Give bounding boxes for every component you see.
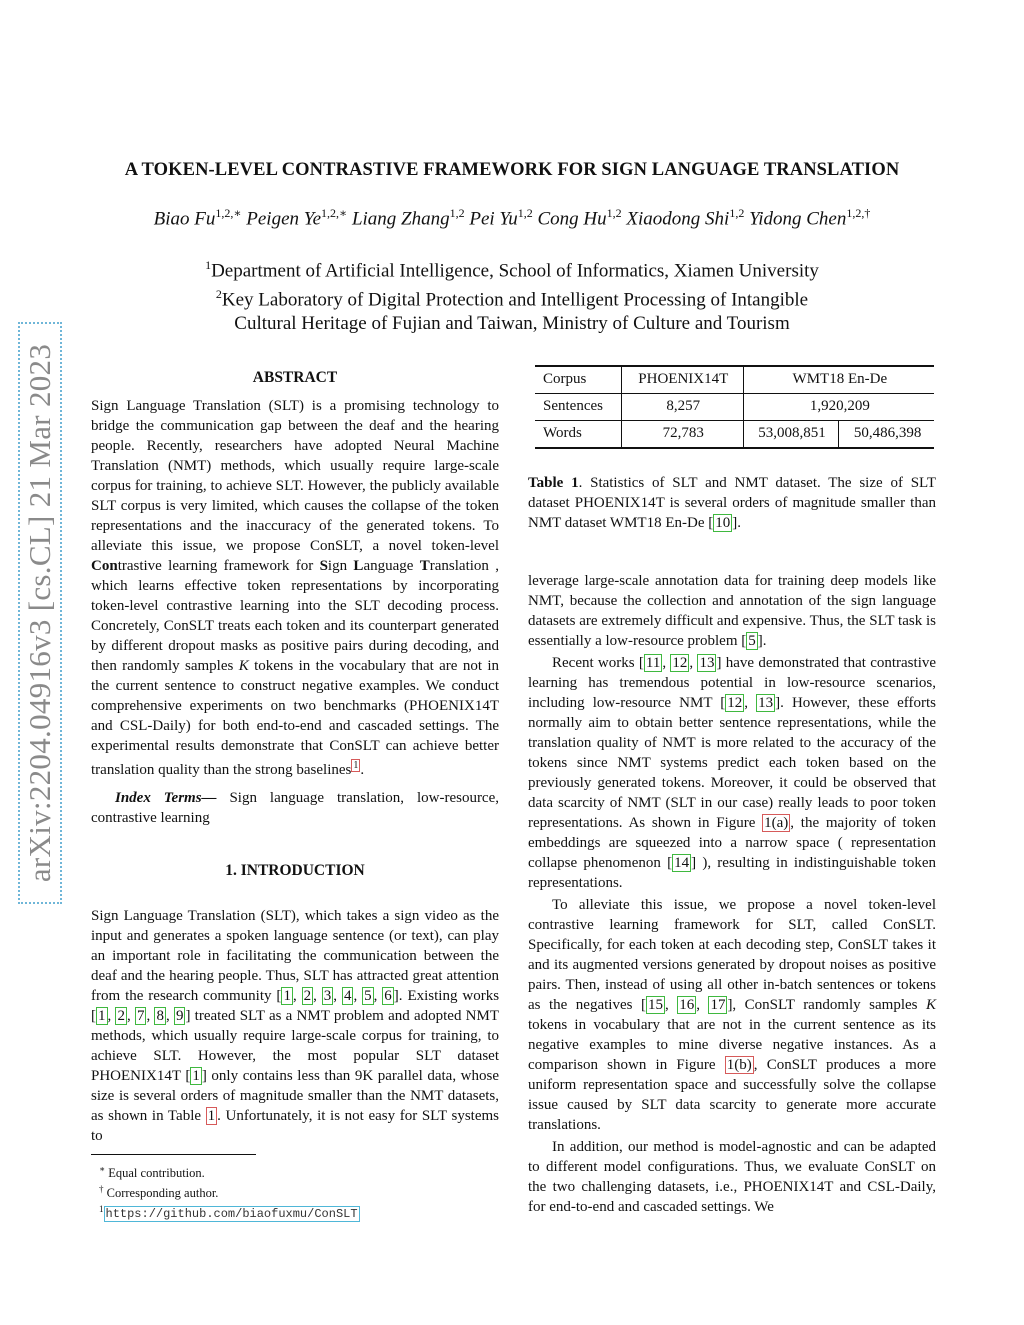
author-affil-mark: 1,2,† — [846, 206, 871, 220]
body-paragraph: To alleviate this issue, we propose a novel token-level contrastive learning framework for SLT, called ConSLT. Specifically, for each token at each decoding step, ConSLT takes it and its augmented versions generated by dropout noises as positive pairs. Then, instead of using all other in-batch sentences or tokens as the negatives [ 15 , 16 , 17 ], ConSLT randomly samples K tokens in vocabulary that are not in the current sentence as its negative examples to mine diverse negative instances. As a comparison shown in Figure 1(b) , ConSLT produces a more uniform representation space and successfully solve the collapse issue caused by SLT data scarcity to generate more accurate translations. — [528, 897, 937, 1133]
figure-reference-link[interactable]: 1(a) — [764, 815, 789, 831]
footnote-item: † Corresponding author. — [99, 1184, 219, 1201]
citation-link[interactable]: 6 — [384, 988, 392, 1004]
affiliation-line-1: $^1$Department of Artificial Intelligence, School of Informatics, Xiamen University — [205, 258, 819, 282]
table-cell: 8,257 — [621, 394, 743, 421]
table-header-cell: PHOENIX14T — [621, 366, 743, 394]
table-row-label: Words — [535, 421, 621, 449]
author-list — [60, 206, 964, 230]
citation-link[interactable]: 10 — [715, 515, 731, 531]
right-column — [528, 365, 936, 1217]
affiliation-line-2: $^2$Key Laboratory of Digital Protection and Intelligent Processing of Intangible — [215, 286, 809, 311]
author-name: Liang Zhang — [351, 208, 450, 230]
table-header-row — [535, 366, 934, 394]
author-name: Xiaodong Shi — [626, 208, 730, 230]
citation-link[interactable]: 2 — [303, 988, 312, 1004]
table-caption: Table 1. Statistics of SLT and NMT dataset. The size of SLT dataset PHOENIX14T is several orders of magnitude smaller than NMT dataset WMT18 En-De [ 10 ]. — [528, 475, 936, 531]
citation-link[interactable]: 7 — [136, 1008, 145, 1024]
author-name: Peigen Ye — [246, 208, 322, 230]
footnotes — [91, 1154, 499, 1222]
citation-link[interactable]: 9 — [175, 1008, 184, 1024]
left-column — [91, 369, 499, 1222]
citation-link[interactable]: 11 — [645, 655, 661, 671]
body-paragraph: In addition, our method is model-agnostic and can be adapted to different model configurations. Thus, we evaluate ConSLT on the two challenging datasets, i.e., PHOENIX14T and CSL-Daily, for end-to-end and cascaded settings. We — [528, 1139, 936, 1215]
author-affil-mark: 1,2 — [729, 206, 745, 220]
citation-link[interactable]: 12 — [727, 695, 743, 711]
figure-reference-link[interactable]: 1(b) — [726, 1057, 752, 1073]
abstract-text: Sign Language Translation (SLT) is a promising technology to bridge the communication gap between the deaf and the hearing people. Recently, researchers have adopted Neural Machine Translation (NMT) methods, which usually require large-scale corpus for training, to achieve SLT. However, the publicly available SLT corpus is very limited, which causes the collapse of the token representations and the inaccuracy of the generated tokens. To alleviate this issue, we propose ConSLT, a novel token-level Contrastive learning framework for Sign Language Translation , which learns effective token representations by incorporating token-level contrastive learning into the SLT decoding process. Concretely, ConSLT treats each token and its counterpart generated by different dropout masks as positive pairs during decoding, and then randomly samples K tokens in the vocabulary that are not in the current sentence to construct negative examples. We conduct comprehensive experiments on two benchmarks (PHOENIX14T and CSL-Daily) for both end-to-end and cascaded settings. The experimental results demonstrate that ConSLT can achieve better translation quality than the strong baselines $^1$ . — [91, 398, 500, 778]
affiliation-line-3: Cultural Heritage of Fujian and Taiwan, Ministry of Culture and Tourism — [234, 312, 790, 334]
footnote-item: $^1$ https://github.com/biaofuxmu/ConSLT — [99, 1204, 358, 1222]
citation-link[interactable]: 1 — [98, 1008, 106, 1024]
table-row-label: Sentences — [535, 394, 621, 421]
paper-title: A TOKEN-LEVEL CONTRASTIVE FRAMEWORK FOR SIGN LANGUAGE TRANSLATION — [124, 160, 900, 180]
citation-link[interactable]: 1 — [192, 1068, 200, 1084]
citation-link[interactable]: 5 — [364, 988, 372, 1004]
citation-link[interactable]: 13 — [699, 655, 715, 671]
table-header-cell: Corpus — [535, 366, 621, 394]
table-cell: 72,783 — [621, 421, 743, 449]
table-cell: 1,920,209 — [743, 394, 934, 421]
citation-link[interactable]: 15 — [647, 997, 663, 1013]
table-row — [535, 394, 934, 421]
footnote-item: ∗ Equal contribution. — [99, 1164, 205, 1181]
citation-link[interactable]: 2 — [117, 1008, 125, 1024]
body-paragraph: leverage large-scale annotation data for training deep models like NMT, because the collection and annotation of the sign language datasets are extremely difficult and expensive. Thus, the SLT task is essentially a low-resource problem [ 5 ]. — [528, 573, 936, 649]
author-affil-mark: 1,2 — [449, 206, 465, 220]
citation-link[interactable]: 8 — [156, 1008, 164, 1024]
author-name: Pei Yu — [469, 208, 518, 230]
table-row — [535, 421, 934, 449]
citation-link[interactable]: 17 — [710, 997, 726, 1013]
citation-link[interactable]: 3 — [323, 988, 332, 1004]
table-cell: 53,008,851 — [743, 421, 839, 449]
author-name: Yidong Chen — [749, 208, 847, 230]
citation-link[interactable]: 1 — [283, 988, 291, 1004]
citation-link[interactable]: 12 — [672, 655, 688, 671]
table-header-cell: WMT18 En-De — [743, 366, 934, 394]
author-name: Cong Hu — [537, 208, 607, 230]
author-affil-mark: 1,2 — [606, 206, 622, 220]
author-affil-mark: 1,2,∗ — [321, 206, 348, 220]
author-name: Biao Fu — [153, 208, 216, 230]
introduction-paragraph: Sign Language Translation (SLT), which takes a sign video as the input and generates a spoken language sentence (or text), can play an important role in facilitating the communication between the deaf and the hearing people. Thus, SLT has attracted great attention from the research community [ 1 , 2 , 3 , 4 , 5 , 6 ]. Existing works [ 1 , 2 , 7 , 8 , 9 ] treated SLT as a NMT problem and adopted NMT methods, which usually require large-scale corpus for training, to achieve SLT. However, the most popular SLT dataset PHOENIX14T [ 1 ] only contains less than 9K parallel data, whose size is several orders of magnitude smaller than the NMT datasets, as shown in Table 1 . Unfortunately, it is not easy for SLT systems to — [91, 908, 500, 1144]
affiliations — [60, 254, 964, 335]
index-terms: Index Terms— Sign language translation, low-resource, contrastive learning — [91, 790, 499, 826]
statistics-table — [535, 365, 934, 449]
citation-link[interactable]: 16 — [679, 997, 695, 1013]
footnote-divider — [91, 1154, 256, 1155]
footnote-link[interactable]: 1 — [353, 760, 359, 771]
arxiv-id-text: arXiv:2204.04916v3 [cs.CL] 21 Mar 2023 — [22, 343, 58, 883]
citation-link[interactable]: 4 — [343, 988, 352, 1004]
introduction-heading: 1. INTRODUCTION — [225, 862, 365, 879]
citation-link[interactable]: 13 — [758, 695, 774, 711]
abstract-heading: ABSTRACT — [252, 369, 338, 386]
table-cell: 50,486,398 — [839, 421, 934, 449]
github-url-link[interactable]: https://github.com/biaofuxmu/ConSLT — [105, 1207, 358, 1222]
author-affil-mark: 1,2 — [517, 206, 533, 220]
citation-link[interactable]: 5 — [748, 633, 756, 649]
citation-link[interactable]: 14 — [674, 855, 690, 871]
author-affil-mark: 1,2,∗ — [215, 206, 242, 220]
table-reference-link[interactable]: 1 — [207, 1108, 216, 1124]
arxiv-identifier-stamp — [18, 322, 62, 904]
body-paragraph: Recent works [ 11 , 12 , 13 ] have demonstrated that contrastive learning has tremendous potential in low-resource scenarios, including low-resource NMT [ 12 , 13 ]. However, these efforts normally aim to obtain better sentence representations, while the translation quality of NMT is more related to the accuracy of the tokens since NMT systems predict each token based on the previously generated tokens. Moreover, it could be observed that data scarcity of NMT (SLT in our case) really leads to poor token representations. As shown in Figure 1(a) , the majority of token embeddings are squeezed into a narrow space ( representation collapse phenomenon [ 14 ] ), resulting in indistinguishable token representations. — [528, 655, 937, 891]
